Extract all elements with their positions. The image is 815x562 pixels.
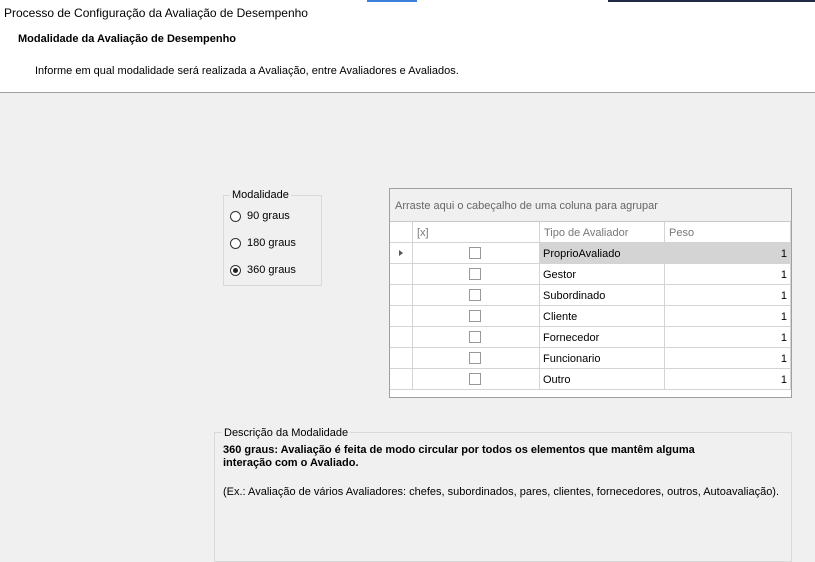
row-indicator: [390, 369, 413, 390]
row-checkbox[interactable]: [469, 247, 481, 259]
column-header-check[interactable]: [x]: [413, 222, 540, 243]
radio-button[interactable]: [230, 211, 241, 222]
titlebar-accent: [367, 0, 417, 2]
peso-cell[interactable]: 1: [665, 327, 791, 348]
check-cell[interactable]: [413, 369, 540, 390]
check-cell[interactable]: [413, 327, 540, 348]
peso-cell[interactable]: 1: [665, 243, 791, 264]
descricao-legend: Descrição da Modalidade: [224, 427, 349, 439]
peso-cell[interactable]: 1: [665, 348, 791, 369]
row-indicator: [390, 264, 413, 285]
titlebar-accent-dark: [608, 0, 815, 2]
radio-button-selected[interactable]: [230, 265, 241, 276]
radio-label: 360 graus: [247, 264, 296, 276]
peso-cell[interactable]: 1: [665, 369, 791, 390]
tipo-cell[interactable]: Outro: [540, 369, 665, 390]
row-checkbox[interactable]: [469, 310, 481, 322]
radio-180-graus[interactable]: [230, 237, 296, 249]
table-row[interactable]: [390, 327, 791, 348]
table-row[interactable]: [390, 264, 791, 285]
page-title: Modalidade da Avaliação de Desempenho: [18, 33, 237, 45]
check-cell[interactable]: [413, 285, 540, 306]
row-indicator: [390, 327, 413, 348]
modalidade-legend: Modalidade: [232, 189, 289, 201]
peso-cell[interactable]: 1: [665, 264, 791, 285]
tipo-cell[interactable]: Funcionario: [540, 348, 665, 369]
tipo-cell[interactable]: Cliente: [540, 306, 665, 327]
tipo-cell[interactable]: Gestor: [540, 264, 665, 285]
current-row-arrow-icon: [399, 250, 403, 256]
row-indicator: [390, 285, 413, 306]
descricao-text: 360 graus: Avaliação é feita de modo circular por todos os elementos que mantêm alguma interação com o Avaliado.: [223, 444, 695, 469]
row-checkbox[interactable]: [469, 268, 481, 280]
radio-label: 180 graus: [247, 237, 296, 249]
avaliadores-grid: [389, 188, 792, 398]
check-cell[interactable]: [413, 243, 540, 264]
table-row[interactable]: [390, 306, 791, 327]
check-cell[interactable]: [413, 306, 540, 327]
table-row[interactable]: [390, 285, 791, 306]
row-indicator: [390, 348, 413, 369]
peso-cell[interactable]: 1: [665, 285, 791, 306]
radio-button[interactable]: [230, 238, 241, 249]
tipo-cell[interactable]: Fornecedor: [540, 327, 665, 348]
descricao-example: (Ex.: Avaliação de vários Avaliadores: chefes, subordinados, pares, clientes, fornecedores, outros, Autoavaliação).: [223, 486, 780, 498]
row-indicator: [390, 306, 413, 327]
row-checkbox[interactable]: [469, 352, 481, 364]
row-checkbox[interactable]: [469, 373, 481, 385]
peso-cell[interactable]: 1: [665, 306, 791, 327]
tipo-cell[interactable]: Subordinado: [540, 285, 665, 306]
row-checkbox[interactable]: [469, 331, 481, 343]
group-by-hint: Arraste aqui o cabeçalho de uma coluna para agrupar: [395, 200, 658, 212]
descricao-group: [214, 427, 792, 562]
row-checkbox[interactable]: [469, 289, 481, 301]
column-header-peso[interactable]: Peso: [665, 222, 791, 243]
radio-360-graus[interactable]: [230, 264, 296, 276]
row-indicator: [390, 243, 413, 264]
radio-label: 90 graus: [247, 210, 290, 222]
check-cell[interactable]: [413, 264, 540, 285]
table-row[interactable]: [390, 369, 791, 390]
wizard-header: [0, 26, 815, 93]
column-header-tipo[interactable]: Tipo de Avaliador: [540, 222, 665, 243]
table-row[interactable]: [390, 348, 791, 369]
window-titlebar: [0, 0, 815, 26]
page-subtitle: Informe em qual modalidade será realizada a Avaliação, entre Avaliadores e Avaliados.: [35, 65, 459, 77]
window-title: Processo de Configuração da Avaliação de Desempenho: [4, 6, 308, 20]
modalidade-group: [223, 189, 322, 286]
tipo-cell[interactable]: ProprioAvaliado: [540, 243, 665, 264]
check-cell[interactable]: [413, 348, 540, 369]
radio-90-graus[interactable]: [230, 210, 290, 222]
row-indicator-header: [390, 222, 413, 243]
table-row[interactable]: [390, 243, 791, 264]
group-by-panel[interactable]: [390, 189, 791, 222]
